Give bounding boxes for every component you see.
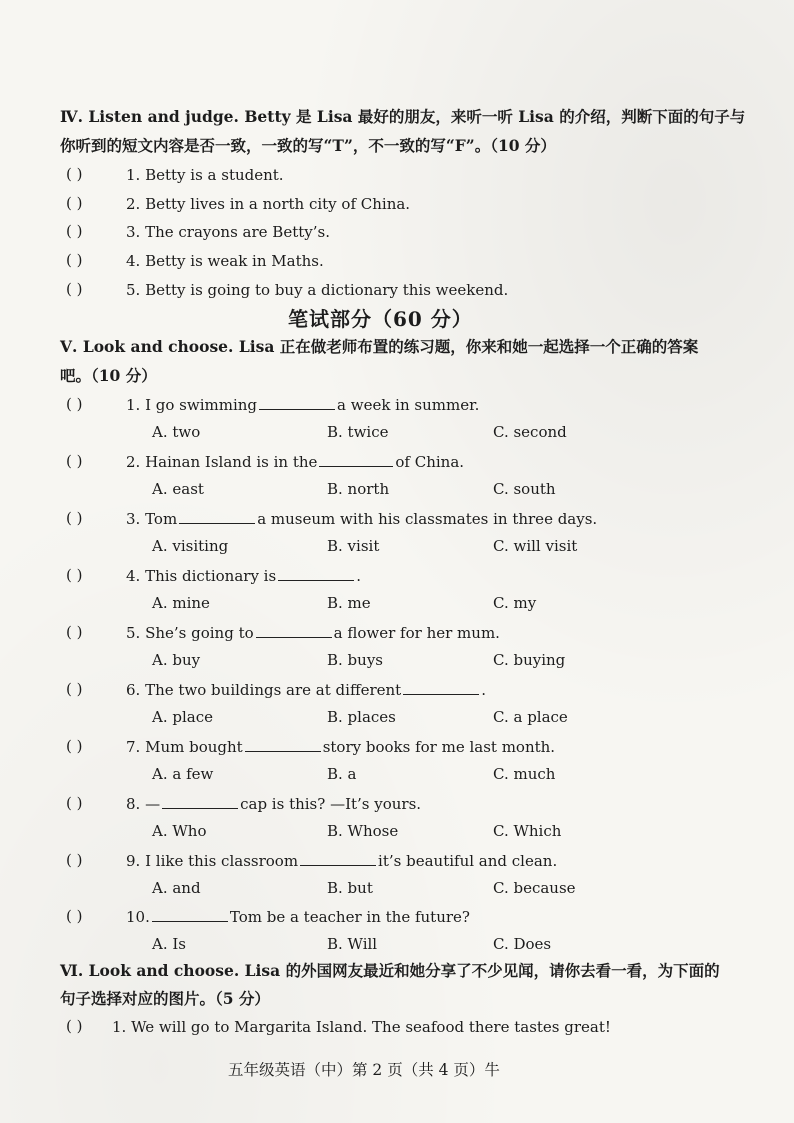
option-b[interactable]: B. visit: [327, 537, 380, 555]
option-c[interactable]: C. Does: [493, 935, 552, 953]
question-stem: [126, 509, 597, 529]
question-text-after: .: [481, 681, 486, 699]
section5-heading-line2: 吧。（10 分）: [60, 366, 157, 385]
fill-in-blank: [278, 566, 354, 581]
option-a[interactable]: A. and: [152, 879, 201, 897]
fill-in-blank: [300, 851, 376, 866]
option-b[interactable]: B. but: [327, 879, 373, 897]
fill-in-blank: [403, 680, 479, 695]
question-stem: [126, 794, 421, 814]
option-a[interactable]: A. two: [152, 423, 201, 441]
answer-paren[interactable]: ( ): [66, 680, 83, 698]
fill-in-blank: [245, 737, 321, 752]
judge-item: 2. Betty lives in a north city of China.: [126, 195, 411, 213]
question-stem: [126, 566, 361, 586]
fill-in-blank: [152, 907, 228, 922]
option-c[interactable]: C. Which: [493, 822, 562, 840]
question-text-after: it’s beautiful and clean.: [378, 852, 558, 870]
answer-paren[interactable]: ( ): [66, 794, 83, 812]
option-b[interactable]: B. me: [327, 594, 371, 612]
question-text-before: 10.: [126, 908, 150, 926]
fill-in-blank: [162, 794, 238, 809]
section6-heading-line2: 句子选择对应的图片。（5 分）: [60, 989, 270, 1008]
fill-in-blank: [179, 509, 255, 524]
answer-paren[interactable]: ( ): [66, 280, 83, 298]
question-stem: [126, 623, 500, 643]
option-b[interactable]: B. Whose: [327, 822, 399, 840]
option-c[interactable]: C. a place: [493, 708, 568, 726]
question-text-after: a museum with his classmates in three days.: [257, 510, 598, 528]
fill-in-blank: [259, 395, 335, 410]
option-c[interactable]: C. my: [493, 594, 537, 612]
option-c[interactable]: C. will visit: [493, 537, 578, 555]
option-b[interactable]: B. places: [327, 708, 396, 726]
question-text-after: of China.: [395, 453, 465, 471]
option-a[interactable]: A. buy: [152, 651, 201, 669]
fill-in-blank: [319, 452, 393, 467]
answer-paren[interactable]: ( ): [66, 222, 83, 240]
option-a[interactable]: A. a few: [152, 765, 214, 783]
question-stem: [126, 737, 555, 757]
option-c[interactable]: C. because: [493, 879, 576, 897]
question-text-after: cap is this? —It’s yours.: [240, 795, 422, 813]
written-part-title: 笔试部分（60 分）: [288, 307, 473, 331]
answer-paren[interactable]: ( ): [66, 1017, 83, 1035]
page-footer: 五年级英语（中）第 2 页（共 4 页）牛: [228, 1061, 500, 1079]
question-text-after: Tom be a teacher in the future?: [229, 908, 470, 926]
fill-in-blank: [256, 623, 332, 638]
question-stem: [126, 395, 479, 415]
question-text-before: 5. She’s going to: [126, 624, 254, 642]
option-c[interactable]: C. buying: [493, 651, 566, 669]
question-text-after: a week in summer.: [337, 396, 480, 414]
question-text-before: 8. —: [126, 795, 161, 813]
question-stem: [126, 907, 470, 927]
section4-heading-line1: Ⅳ. Listen and judge. Betty 是 Lisa 最好的朋友，来听一听 Lisa 的介绍，判断下面的句子与: [60, 107, 746, 126]
option-c[interactable]: C. much: [493, 765, 556, 783]
question-text-after: a flower for her mum.: [333, 624, 500, 642]
question-text-before: 6. The two buildings are at different: [126, 681, 402, 699]
picture-match-item: 1. We will go to Margarita Island. The seafood there tastes great!: [112, 1018, 611, 1036]
answer-paren[interactable]: ( ): [66, 452, 83, 470]
option-a[interactable]: A. mine: [152, 594, 210, 612]
judge-item: 4. Betty is weak in Maths.: [126, 252, 324, 270]
question-text-before: 9. I like this classroom: [126, 852, 299, 870]
section5-heading-line1: Ⅴ. Look and choose. Lisa 正在做老师布置的练习题，你来和她一起选择一个正确的答案: [60, 337, 699, 356]
question-text-before: 3. Tom: [126, 510, 178, 528]
answer-paren[interactable]: ( ): [66, 566, 83, 584]
question-stem: [126, 851, 557, 871]
option-b[interactable]: B. a: [327, 765, 357, 783]
answer-paren[interactable]: ( ): [66, 165, 83, 183]
option-b[interactable]: B. north: [327, 480, 390, 498]
option-a[interactable]: A. Is: [152, 935, 186, 953]
judge-item: 3. The crayons are Betty’s.: [126, 223, 330, 241]
question-text-before: 7. Mum bought: [126, 738, 243, 756]
answer-paren[interactable]: ( ): [66, 623, 83, 641]
option-c[interactable]: C. second: [493, 423, 567, 441]
section6-heading-line1: Ⅵ. Look and choose. Lisa 的外国网友最近和她分享了不少见闻，请你去看一看，为下面的: [60, 961, 720, 980]
judge-item: 1. Betty is a student.: [126, 166, 284, 184]
question-text-before: 1. I go swimming: [126, 396, 258, 414]
option-a[interactable]: A. Who: [152, 822, 207, 840]
answer-paren[interactable]: ( ): [66, 737, 83, 755]
option-b[interactable]: B. twice: [327, 423, 389, 441]
option-b[interactable]: B. Will: [327, 935, 378, 953]
question-text-before: 4. This dictionary is: [126, 567, 277, 585]
answer-paren[interactable]: ( ): [66, 194, 83, 212]
answer-paren[interactable]: ( ): [66, 851, 83, 869]
option-a[interactable]: A. east: [152, 480, 204, 498]
question-stem: [126, 680, 486, 700]
option-a[interactable]: A. place: [152, 708, 213, 726]
section4-heading-line2: 你听到的短文内容是否一致，一致的写“T”，不一致的写“F”。（10 分）: [60, 136, 556, 155]
answer-paren[interactable]: ( ): [66, 395, 83, 413]
question-text-after: .: [356, 567, 361, 585]
option-c[interactable]: C. south: [493, 480, 556, 498]
answer-paren[interactable]: ( ): [66, 251, 83, 269]
answer-paren[interactable]: ( ): [66, 509, 83, 527]
answer-paren[interactable]: ( ): [66, 907, 83, 925]
question-text-before: 2. Hainan Island is in the: [126, 453, 318, 471]
judge-item: 5. Betty is going to buy a dictionary this weekend.: [126, 281, 509, 299]
question-stem: [126, 452, 464, 472]
option-b[interactable]: B. buys: [327, 651, 383, 669]
question-text-after: story books for me last month.: [322, 738, 556, 756]
option-a[interactable]: A. visiting: [152, 537, 229, 555]
